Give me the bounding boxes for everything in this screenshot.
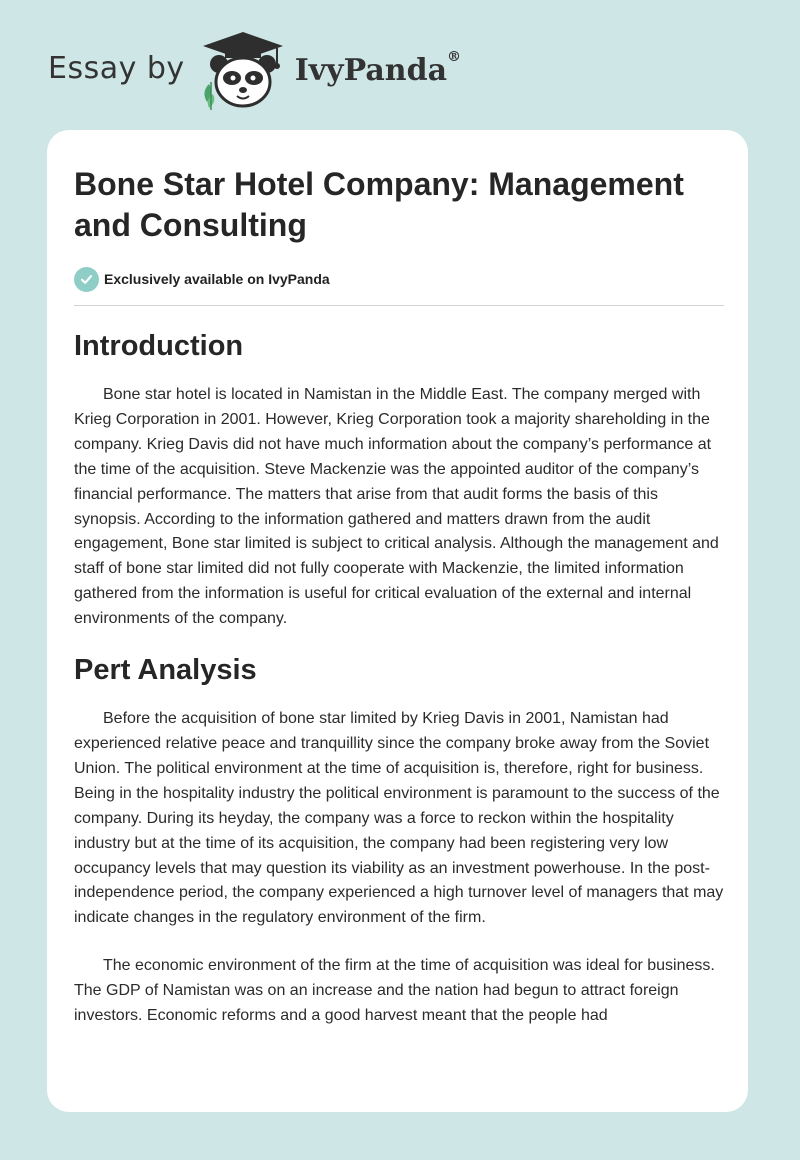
paragraph-introduction: Bone star hotel is located in Namistan in the Middle East. The company merged with Krieg Corporation in 2001. However, Krieg Corporation took a majority shareholding in the company. Krieg Davis did not have much information about the company’s performance at the time of the acquisition. Steve Mackenzie was the appointed auditor of the company’s financial performance. The matters that arise from that audit forms the basis of this synopsis. According to the information gathered and matters drawn from the audit engagement, Bone star limited is subject to critical analysis. Although the management and staff of bone star limited did not fully cooperate with Mackenzie, the limited information gathered from the information is useful for critical evaluation of the external and internal environments of the company. bbox=[74, 386, 719, 628]
brand-name[interactable]: IvyPanda® bbox=[294, 48, 462, 88]
paragraph-pert-economic: The economic environment of the firm at the time of acquisition was ideal for business. The GDP of Namistan was on an increase and the nation had begun to attract foreign investors. Economic reforms and a good harvest meant that the people had bbox=[74, 957, 715, 1025]
registered-mark: ® bbox=[447, 48, 462, 65]
article-title: Bone Star Hotel Company: Management and Consulting bbox=[74, 166, 684, 243]
section-heading-introduction: Introduction bbox=[74, 330, 244, 362]
site-header bbox=[48, 30, 461, 110]
divider bbox=[74, 305, 724, 306]
article-content bbox=[74, 164, 724, 1029]
check-icon bbox=[74, 267, 99, 292]
article-card bbox=[47, 130, 748, 1112]
paragraph-pert-political: Before the acquisition of bone star limited by Krieg Davis in 2001, Namistan had experienced relative peace and tranquillity since the company broke away from the Soviet Union. The political environment at the time of acquisition is, therefore, right for business. Being in the hospitality industry the political environment is paramount to the success of the company. During its heyday, the company was a force to reckon within the hospitality industry but at the time of its acquisition, the company had been registering very low occupancy levels that may question its viability as an investment powerhouse. In the post-independence period, the company experienced a high turnover level of managers that may indicate changes in the regulatory environment of the firm. bbox=[74, 710, 724, 927]
section-heading-pert-analysis: Pert Analysis bbox=[74, 654, 257, 687]
ivypanda-logo-icon[interactable] bbox=[199, 30, 287, 110]
exclusive-label: Exclusively available on IvyPanda bbox=[104, 271, 330, 287]
exclusive-badge bbox=[74, 266, 724, 292]
essay-by-label: Essay by bbox=[48, 50, 185, 86]
